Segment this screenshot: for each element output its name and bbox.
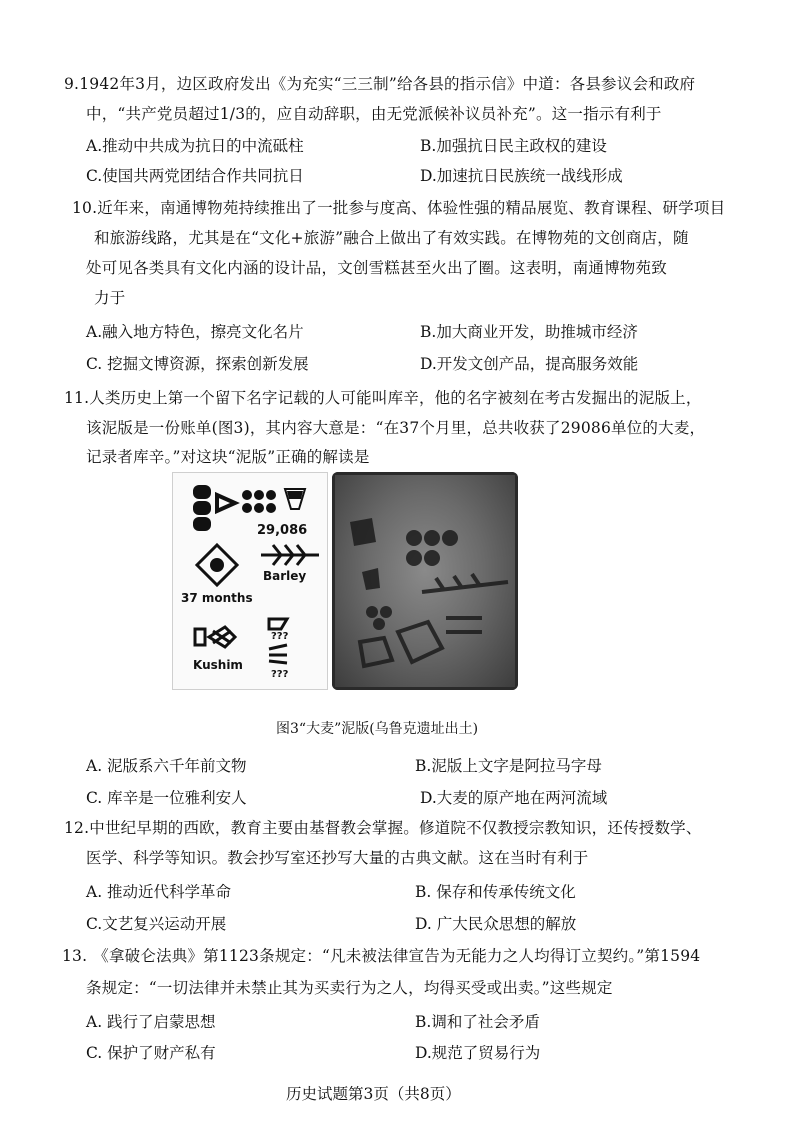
page-footer: 历史试题第3页（共8页） [286,1085,461,1103]
q9-stem-line2: 中，“共产党员超过1/3的，应自动辞职，由无党派候补议员补充”。这一指示有利于 [86,105,662,123]
q10-stem-line1: 10.近年来，南通博物苑持续推出了一批参与度高、体验性强的精品展览、教育课程、研学项目 [72,199,726,217]
q11-option-b: B.泥版上文字是阿拉马字母 [415,757,602,775]
q12-option-a: A. 推动近代科学革命 [86,883,232,901]
q12-stem-line1: 12.中世纪早期的西欧，教育主要由基督教会掌握。修道院不仅教授宗教知识，还传授数学、 [64,819,702,837]
label-number: 29,086 [257,523,308,538]
q10-option-a: A.融入地方特色，擦亮文化名片 [86,323,304,341]
label-kushim: Kushim [193,658,243,672]
q9-option-a: A.推动中共成为抗日的中流砥柱 [86,137,304,155]
barley-tablet-figure [172,472,518,690]
label-unknown-1: ??? [271,631,289,642]
q10-stem-line3: 处可见各类具有文化内涵的设计品，文创雪糕甚至火出了圈。这表明，南通博物苑致 [86,259,667,277]
q12-option-c: C.文艺复兴运动开展 [86,915,227,933]
q10-option-d: D.开发文创产品，提高服务效能 [420,355,639,373]
q11-stem-line1: 11.人类历史上第一个留下名字记载的人可能叫库辛，他的名字被刻在考古发掘出的泥版上， [64,389,702,407]
clay-tablet-impressions [332,472,518,690]
q12-stem-line2: 医学、科学等知识。教会抄写室还抄写大量的古典文献。这在当时有利于 [86,849,589,867]
figure-caption: 图3“大麦”泥版(乌鲁克遗址出土) [276,721,479,737]
clay-tablet-photo [332,472,518,690]
q11-option-c: C. 库辛是一位雅利安人 [86,789,247,807]
q13-option-c: C. 保护了财产私有 [86,1044,216,1062]
q13-option-d: D.规范了贸易行为 [415,1044,541,1062]
q10-stem-line4: 力于 [94,289,126,307]
q9-option-b: B.加强抗日民主政权的建设 [420,137,607,155]
q10-option-b: B.加大商业开发，助推城市经济 [420,323,638,341]
q13-option-b: B.调和了社会矛盾 [415,1013,540,1031]
q11-option-a: A. 泥版系六千年前文物 [86,757,247,775]
q10-stem-line2: 和旅游线路，尤其是在“文化+旅游”融合上做出了有效实践。在博物苑的文创商店，随 [94,229,689,247]
q9-option-c: C.使国共两党团结合作共同抗日 [86,167,304,185]
q11-stem-line3: 记录者库辛。”对这块“泥版”正确的解读是 [86,448,370,466]
label-barley: Barley [263,569,307,583]
q13-option-a: A. 践行了启蒙思想 [86,1013,216,1031]
q11-stem-line2: 该泥版是一份账单(图3)，其内容大意是：“在37个月里，总共收获了29086单位的大麦， [86,419,706,437]
q13-stem-line2: 条规定：“一切法律并未禁止其为买卖行为之人，均得买受或出卖。”这些规定 [86,979,613,997]
q9-stem-line1: 9.1942年3月，边区政府发出《为充实“三三制”给各县的指示信》中道：各县参议会和政府 [64,75,696,93]
q13-stem-line1: 13. 《拿破仑法典》第1123条规定：“凡未被法律宣告为无能力之人均得订立契约。”第1594 [62,947,701,965]
q10-option-c: C. 挖掘文博资源，探索创新发展 [86,355,309,373]
label-months: 37 months [181,591,253,605]
q12-option-b: B. 保存和传承传统文化 [415,883,576,901]
q9-option-d: D.加速抗日民族统一战线形成 [420,167,623,185]
q12-option-d: D. 广大民众思想的解放 [415,915,577,933]
tablet-transcription-panel [172,472,328,690]
q11-option-d: D.大麦的原产地在两河流域 [420,789,608,807]
label-unknown-2: ??? [271,669,289,680]
